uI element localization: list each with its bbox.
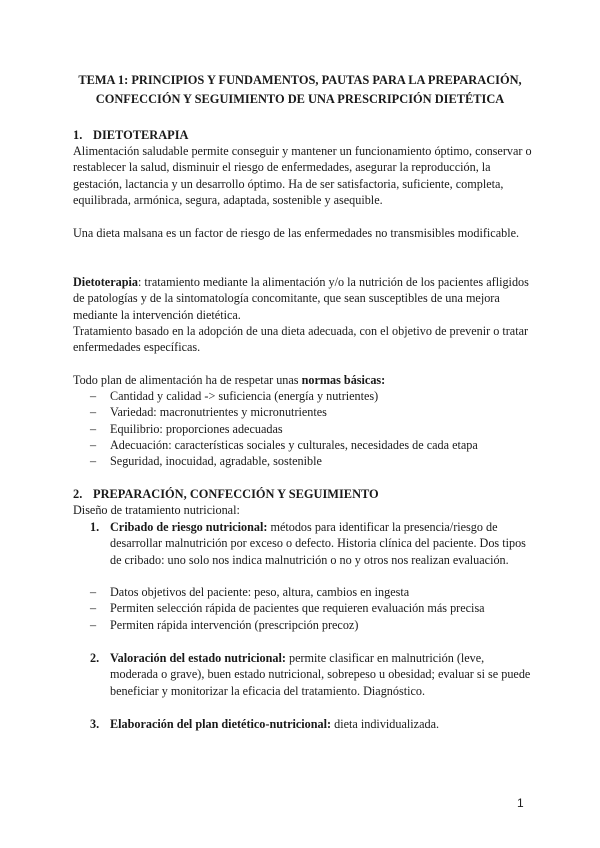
list-item: – Equilibrio: proporciones adecuadas <box>90 421 283 436</box>
item-1-text: métodos para identificar la presencia/riesgo de desarrollar malnutrición por exceso o defecto. Historia clínica del paciente. Dos tipos de cribado: uno solo nos indica malnutrición o no y otros nos realizan evaluación. <box>110 520 526 567</box>
list-item: – Permiten selección rápida de pacientes que requieren evaluación más precisa <box>90 601 485 616</box>
section-1-title: DIETOTERAPIA <box>93 128 189 142</box>
list-item: – Variedad: macronutrientes y micronutrientes <box>90 405 327 420</box>
dash-bullet: – <box>90 405 97 420</box>
normas-intro-bold: normas básicas: <box>301 373 386 387</box>
item-1-number: 1. <box>90 520 100 534</box>
list-item: – Adecuación: características sociales y culturales, necesidades de cada etapa <box>90 437 478 452</box>
item-2-text: permite clasificar en malnutrición (leve, moderada o grave), buen estado nutricional, sobrepeso u obesidad; evaluar si se puede beneficiar y monitorizar la eficacia del tratamiento. Diagnóstico. <box>110 651 531 698</box>
section-1-number: 1. <box>73 128 83 142</box>
document-title <box>60 71 540 109</box>
dash-bullet: – <box>90 454 97 469</box>
item-2-bold: Valoración del estado nutricional: <box>110 651 286 665</box>
normas-intro <box>73 372 535 388</box>
section-1-heading <box>73 127 189 143</box>
title-line-2: CONFECCIÓN Y SEGUIMIENTO DE UNA PRESCRIPCIÓN DIETÉTICA <box>95 92 505 106</box>
section-2-intro: Diseño de tratamiento nutricional: <box>73 503 240 517</box>
dietoterapia-term: Dietoterapia <box>73 275 138 289</box>
dash-bullet: – <box>90 585 97 599</box>
list-item: – Datos objetivos del paciente: peso, altura, cambios en ingesta <box>90 585 410 599</box>
page-number: 1 <box>517 796 524 810</box>
item-2-body <box>110 650 535 699</box>
normas-list <box>73 388 543 469</box>
section-1-paragraph-4: Tratamiento basado en la adopción de una dieta adecuada, con el objetivo de prevenir o tratar enfermedades específicas. <box>73 324 529 355</box>
item-1-body <box>110 519 535 568</box>
numbered-item-3 <box>73 716 535 732</box>
numbered-item-1 <box>73 519 535 568</box>
section-1-paragraph-2: Una dieta malsana es un factor de riesgo de las enfermedades no transmisibles modificable. <box>73 226 520 240</box>
item-3-number: 3. <box>90 717 100 731</box>
section-2-heading <box>73 486 379 502</box>
list-item: – Cantidad y calidad -> suficiencia (energía y nutrientes) <box>90 389 379 403</box>
item-3-body <box>110 716 535 732</box>
cribado-sub-list <box>73 584 543 633</box>
dash-bullet: – <box>90 421 97 436</box>
dietoterapia-definition-text: : tratamiento mediante la alimentación y/o la nutrición de los pacientes afligidos de patologías y de la sintomatología concomitante, que sean susceptibles de una mejora mediante la intervención dietética. <box>73 275 529 322</box>
list-item: – Permiten rápida intervención (prescripción precoz) <box>90 617 359 632</box>
item-3-text: dieta individualizada. <box>331 717 440 731</box>
list-item: – Seguridad, inocuidad, agradable, sostenible <box>90 454 322 469</box>
section-1-paragraph-1: Alimentación saludable permite conseguir y mantener un funcionamiento óptimo, conservar o restablecer la salud, disminuir el riesgo de enfermedades, asegurar la reproducción, la gestación, lactancia y un desarrollo óptimo. Ha de ser satisfactoria, suficiente, completa, equilibrada, armónica, segura, adaptada, sostenible y asequible. <box>73 144 532 207</box>
dash-bullet: – <box>90 437 97 452</box>
dash-bullet: – <box>90 617 97 632</box>
normas-intro-text: Todo plan de alimentación ha de respetar unas <box>73 373 302 387</box>
item-2-number: 2. <box>90 651 100 665</box>
item-3-bold: Elaboración del plan dietético-nutricional: <box>110 717 332 731</box>
title-line-1: TEMA 1: PRINCIPIOS Y FUNDAMENTOS, PAUTAS PARA LA PREPARACIÓN, <box>78 73 522 87</box>
numbered-item-2 <box>73 650 535 699</box>
item-1-bold: Cribado de riesgo nutricional: <box>110 520 268 534</box>
dash-bullet: – <box>90 601 97 616</box>
dash-bullet: – <box>90 389 97 403</box>
dietoterapia-definition <box>73 274 535 323</box>
section-2-title: PREPARACIÓN, CONFECCIÓN Y SEGUIMIENTO <box>93 487 379 501</box>
section-2-number: 2. <box>73 487 83 501</box>
